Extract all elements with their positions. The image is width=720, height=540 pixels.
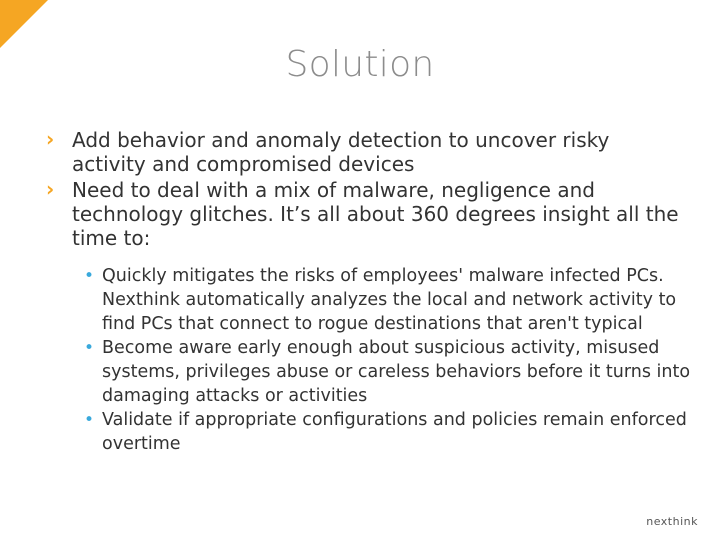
- sub-bullet-item: [72, 336, 702, 408]
- bullet-text: Need to deal with a mix of malware, negligence and technology glitches. It’s all about 360 degrees insight all the time to:: [72, 178, 679, 250]
- bullet-item: [44, 128, 684, 176]
- sub-bullet-item: [72, 408, 702, 456]
- sub-bullet-text: Validate if appropriate configurations and policies remain enforced overtime: [102, 410, 687, 454]
- slide-title: Solution: [285, 44, 435, 85]
- sub-bullet-item: [72, 264, 702, 336]
- sub-bullet-text: Quickly mitigates the risks of employees' malware infected PCs. Nexthink automatically analyzes the local and network activity to find PCs that connect to rogue destinations that aren't typical: [102, 266, 677, 334]
- bullet-icon: •: [84, 410, 95, 430]
- sub-bullet-list: [72, 264, 691, 456]
- bullet-item: [44, 177, 691, 456]
- chevron-right-icon: ›: [46, 127, 55, 151]
- corner-accent-triangle: [0, 0, 48, 48]
- nexthink-logo: nexthink: [646, 515, 698, 528]
- slide-content: [44, 127, 691, 458]
- sub-bullet-text: Become aware early enough about suspicious activity, misused systems, privileges abuse or careless behaviors before it turns into damaging attacks or activities: [102, 338, 691, 406]
- bullet-icon: •: [84, 266, 95, 286]
- bullet-text: Add behavior and anomaly detection to uncover risky activity and compromised devices: [72, 128, 610, 176]
- bullet-icon: •: [84, 338, 95, 358]
- bullet-list: [44, 127, 691, 456]
- chevron-right-icon: ›: [46, 177, 55, 201]
